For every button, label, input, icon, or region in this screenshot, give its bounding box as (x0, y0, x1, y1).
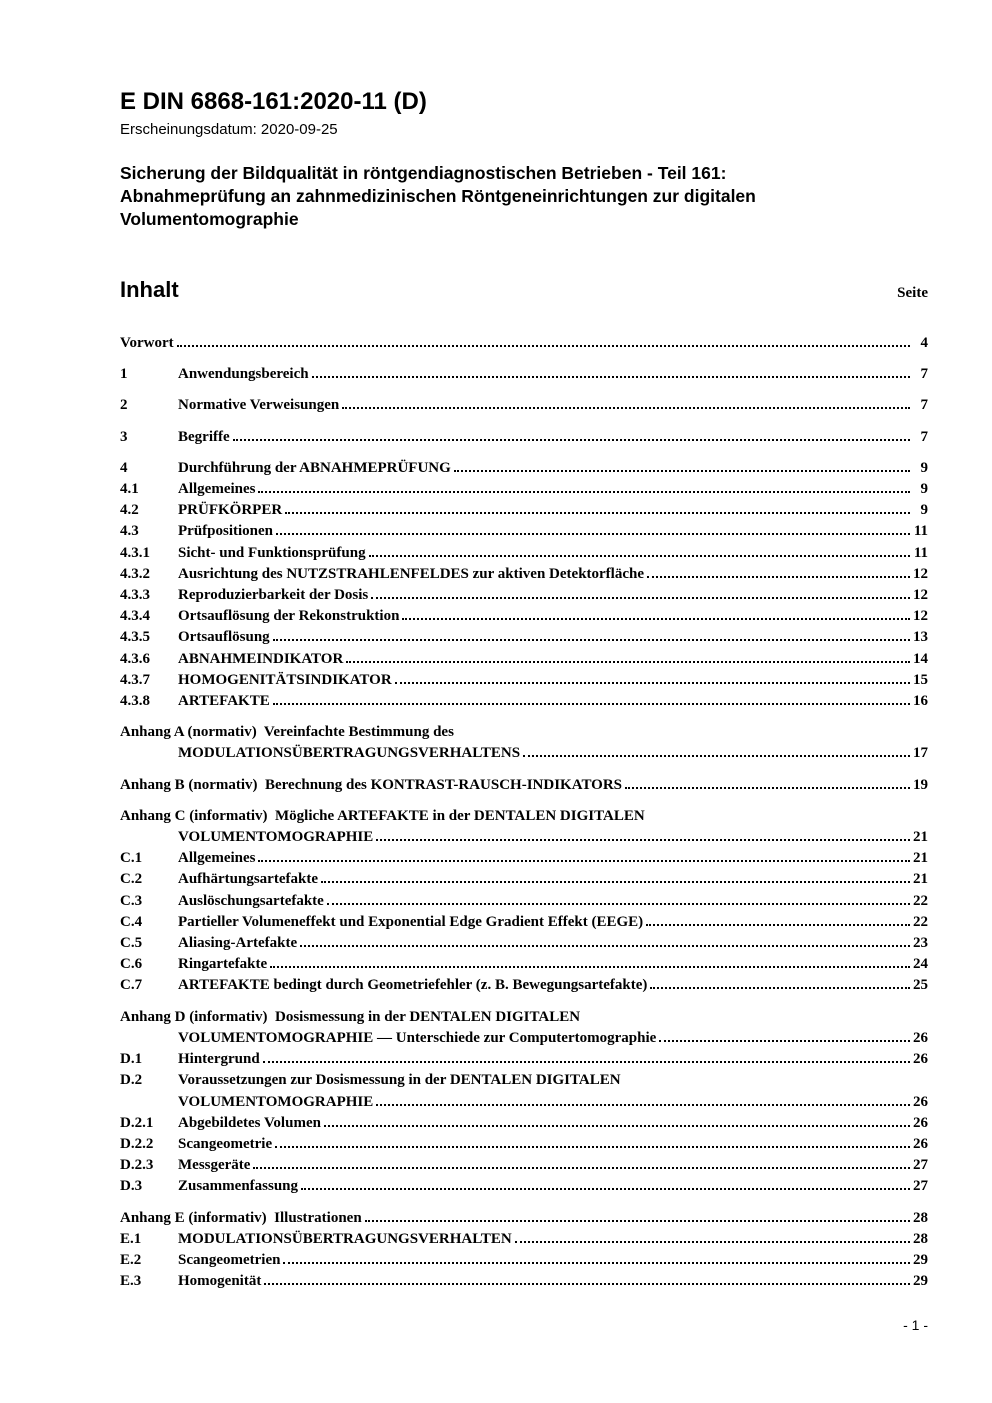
toc-entry-title: Aliasing-Artefakte (178, 935, 298, 952)
toc-entry-line (120, 954, 928, 975)
toc-entry-title: Reproduzierbarkeit der Dosis (178, 587, 369, 604)
dot-leader (454, 470, 910, 472)
toc-entry (120, 564, 928, 585)
toc-entry-title-continuation: VOLUMENTOMOGRAPHIE (178, 829, 374, 846)
toc-entry-number: E.3 (120, 1273, 142, 1290)
page-content (120, 0, 928, 1292)
dot-leader (369, 555, 910, 557)
toc-entry (120, 1007, 928, 1049)
dot-leader (276, 533, 910, 535)
toc-page-number: 29 (913, 1251, 928, 1268)
dot-leader (376, 839, 910, 841)
toc-page-number: 9 (920, 459, 928, 476)
toc-page-number: 26 (913, 1051, 928, 1068)
dot-leader (253, 1167, 910, 1169)
toc-entry (120, 1049, 928, 1070)
toc-page-number: 22 (913, 913, 928, 930)
toc-entry (120, 427, 928, 448)
toc-entry-number: 4.1 (120, 481, 139, 498)
toc-entry (120, 649, 928, 670)
toc-page-number: 12 (913, 587, 928, 604)
dot-leader (301, 1188, 910, 1190)
toc-page-number: 7 (920, 428, 928, 445)
toc-entry (120, 500, 928, 521)
release-date: Erscheinungsdatum: 2020-09-25 (120, 121, 338, 138)
dot-leader (402, 618, 910, 620)
toc-entry (120, 975, 928, 996)
toc-heading: Inhalt (120, 277, 179, 302)
toc-page-number: 26 (913, 1114, 928, 1131)
toc-entry-title: Sicht- und Funktionsprüfung (178, 544, 366, 561)
dot-leader (625, 787, 910, 789)
dot-leader (342, 407, 910, 409)
toc-page-number: 17 (913, 745, 928, 762)
toc-entry-title-continuation: MODULATIONSÜBERTRAGUNGSVERHALTENS (178, 745, 521, 762)
toc-entry-number: C.2 (120, 871, 143, 888)
toc-entry-line (120, 1113, 928, 1134)
toc-page-number: 26 (913, 1135, 928, 1152)
dot-leader (327, 903, 910, 905)
toc-entry (120, 1155, 928, 1176)
toc-entry-title-continuation: VOLUMENTOMOGRAPHIE — Unterschiede zur Computertomographie (178, 1029, 657, 1046)
toc-entry (120, 954, 928, 975)
toc-entry-line (120, 479, 928, 500)
toc-entry (120, 891, 928, 912)
toc-page-number: 28 (913, 1209, 928, 1226)
toc-page-number: 12 (913, 565, 928, 582)
toc-entry-title: ARTEFAKTE (178, 693, 270, 710)
toc-page-number: 22 (913, 892, 928, 909)
toc-page-number: 21 (913, 871, 928, 888)
toc-entry-line (120, 521, 928, 542)
dot-leader (177, 345, 910, 347)
toc-page-number: 26 (913, 1029, 928, 1046)
dot-leader (321, 881, 910, 883)
toc-entry-number: 1 (120, 366, 128, 383)
toc-page-number: 11 (913, 544, 928, 561)
toc-entry-number: 4 (120, 459, 128, 476)
dot-leader (659, 1040, 910, 1042)
toc-entry-line (120, 1134, 928, 1155)
dot-leader (273, 639, 910, 641)
dot-leader (515, 1241, 910, 1243)
dot-leader (646, 924, 910, 926)
toc-entry (120, 1208, 928, 1229)
dot-leader (273, 703, 910, 705)
toc-page-number: 28 (913, 1230, 928, 1247)
toc-entry-number: E.1 (120, 1230, 142, 1247)
document-number: E DIN 6868-161:2020-11 (D) (120, 88, 427, 115)
toc-entry-number: 3 (120, 428, 128, 445)
toc-entry-line (120, 627, 928, 648)
toc-entry (120, 848, 928, 869)
toc-entry-title: Anhang D (informativ) Dosismessung in der DENTALEN DIGITALEN (120, 1008, 581, 1025)
toc-entry-line (120, 427, 928, 448)
toc-entry-title: Abgebildetes Volumen (178, 1114, 321, 1131)
toc-entry (120, 543, 928, 564)
dot-leader (371, 597, 910, 599)
toc-entry-number: 2 (120, 397, 128, 414)
toc-entry-line (120, 670, 928, 691)
toc-entry (120, 1229, 928, 1250)
toc-entry-line (120, 891, 928, 912)
toc-page-number: 14 (913, 650, 928, 667)
toc-entry-line (120, 1229, 928, 1250)
toc-entry (120, 1176, 928, 1197)
dot-leader (258, 491, 910, 493)
page-number-footer: - 1 - (903, 1317, 928, 1333)
toc-entry-number: D.2.3 (120, 1157, 154, 1174)
toc-page-number: 15 (913, 671, 928, 688)
toc-page-number: 9 (920, 481, 928, 498)
toc-entry-title: PRÜFKÖRPER (178, 502, 283, 519)
toc-page-number: 27 (913, 1178, 928, 1195)
toc-entry-line (120, 912, 928, 933)
dot-leader (324, 1125, 910, 1127)
toc-entry-title: ABNAHMEINDIKATOR (178, 650, 344, 667)
toc-entry-line (120, 585, 928, 606)
toc-entry-title: Partieller Volumeneffekt und Exponential Edge Gradient Effekt (EEGE) (178, 913, 644, 930)
toc-entry-line (120, 458, 928, 479)
document-title: Sicherung der Bildqualität in röntgendiagnostischen Betrieben - Teil 161: Abnahmeprüfung an zahnmedizinischen Röntgeneinrichtungen zur digitalen Volumentomographie (120, 163, 756, 229)
toc-entry-number: 4.3.2 (120, 565, 150, 582)
toc-page-number: 21 (913, 829, 928, 846)
toc-entry-title: Scangeometrie (178, 1135, 273, 1152)
toc-entry (120, 333, 928, 354)
dot-leader (647, 576, 910, 578)
toc-entry-line (120, 1250, 928, 1271)
toc-entry-number: D.3 (120, 1178, 143, 1195)
toc-entry-number: D.1 (120, 1051, 143, 1068)
dot-leader (365, 1220, 910, 1222)
toc-entry-number: C.1 (120, 850, 143, 867)
toc-entry-number: 4.3.6 (120, 650, 150, 667)
toc-entry-title: Voraussetzungen zur Dosismessung in der DENTALEN DIGITALEN (178, 1072, 621, 1089)
toc-entry-number: C.3 (120, 892, 143, 909)
toc-entry-number: C.6 (120, 956, 143, 973)
toc-entry-title: Prüfpositionen (178, 523, 274, 540)
toc-entry-line (120, 975, 928, 996)
dot-leader (283, 1262, 910, 1264)
toc-entry-number: C.5 (120, 935, 143, 952)
toc-entry (120, 775, 928, 796)
toc-entry-number: D.2 (120, 1072, 143, 1089)
toc-entry-title: Scangeometrien (178, 1251, 281, 1268)
toc-entry-line (120, 691, 928, 712)
toc-entry-title: Auslöschungsartefakte (178, 892, 324, 909)
toc-entry (120, 1250, 928, 1271)
toc-entry-line (120, 564, 928, 585)
toc-entry-title: Ortsauflösung der Rekonstruktion (178, 608, 400, 625)
dot-leader (285, 512, 910, 514)
toc-header-row (120, 277, 928, 303)
toc-entry-number: 4.3 (120, 523, 139, 540)
toc-page-number: 4 (920, 335, 928, 351)
toc-entry (120, 585, 928, 606)
dot-leader (346, 661, 910, 663)
toc-entry-line (120, 333, 928, 354)
dot-leader (275, 1146, 910, 1148)
toc-entry-number: 4.3.8 (120, 693, 150, 710)
toc-page-column-label: Seite (897, 285, 928, 301)
toc-entry (120, 670, 928, 691)
toc-page-number: 11 (913, 523, 928, 540)
toc-entry-title: HOMOGENITÄTSINDIKATOR (178, 671, 392, 688)
dot-leader (263, 1061, 910, 1063)
toc-entry (120, 806, 928, 848)
toc-entry-number: 4.3.4 (120, 608, 150, 625)
toc-entry-line (120, 743, 928, 764)
toc-page-number: 24 (913, 956, 928, 973)
toc-entry-title: Ringartefakte (178, 956, 268, 973)
dot-leader (650, 987, 910, 989)
toc-entry-number: 4.3.3 (120, 587, 150, 604)
toc-entry (120, 691, 928, 712)
toc-entry-line (120, 1155, 928, 1176)
dot-leader (376, 1104, 910, 1106)
dot-leader (264, 1283, 910, 1285)
toc-entry-title: ARTEFAKTE bedingt durch Geometriefehler (z. B. Bewegungsartefakte) (178, 977, 648, 994)
toc-page-number: 7 (920, 397, 928, 414)
toc-entry-line (120, 543, 928, 564)
toc-entry-title: Homogenität (178, 1273, 262, 1290)
toc-page-number: 29 (913, 1273, 928, 1290)
toc-entry-line (120, 606, 928, 627)
toc-entry-line (120, 500, 928, 521)
toc-entry-line (120, 1176, 928, 1197)
toc-entry-number: 4.3.5 (120, 629, 150, 646)
toc-entry-title: Zusammenfassung (178, 1178, 299, 1195)
dot-leader (395, 682, 910, 684)
toc-entry-title: Allgemeines (178, 481, 256, 498)
dot-leader (300, 945, 910, 947)
toc-entry (120, 722, 928, 764)
toc-entry-line (120, 848, 928, 869)
toc-entry-title: Anhang E (informativ) Illustrationen (120, 1209, 362, 1226)
dot-leader (312, 376, 910, 378)
toc-entry-line (120, 1070, 928, 1091)
toc-entry (120, 364, 928, 385)
toc-list (120, 333, 928, 1292)
dot-leader (233, 439, 910, 441)
toc-entry-line (120, 933, 928, 954)
toc-entry-line (120, 1208, 928, 1229)
toc-entry-title: Durchführung der ABNAHMEPRÜFUNG (178, 459, 451, 476)
toc-page-number: 12 (913, 608, 928, 625)
toc-page-number: 23 (913, 935, 928, 952)
toc-page-number: 27 (913, 1157, 928, 1174)
toc-entry-line (120, 869, 928, 890)
toc-entry-title: Anhang B (normativ) Berechnung des KONTRAST-RAUSCH-INDIKATORS (120, 776, 623, 793)
toc-entry-title: Anwendungsbereich (178, 366, 309, 383)
toc-entry-title: Normative Verweisungen (178, 397, 340, 414)
dot-leader (258, 860, 910, 862)
toc-entry-number: 4.2 (120, 502, 139, 519)
toc-entry-line (120, 722, 928, 743)
toc-entry-line (120, 1028, 928, 1049)
toc-entry-line (120, 1271, 928, 1292)
toc-entry-title: Ortsauflösung (178, 629, 270, 646)
toc-entry (120, 627, 928, 648)
toc-entry (120, 1134, 928, 1155)
toc-page-number: 9 (920, 502, 928, 519)
toc-page-number: 16 (913, 693, 928, 710)
toc-entry-title: Hintergrund (178, 1051, 260, 1068)
toc-entry (120, 479, 928, 500)
toc-entry-title: Ausrichtung des NUTZSTRAHLENFELDES zur aktiven Detektorfläche (178, 565, 645, 582)
toc-entry (120, 521, 928, 542)
dot-leader (270, 966, 910, 968)
toc-page-number: 13 (913, 629, 928, 646)
toc-entry-title: Aufhärtungsartefakte (178, 871, 318, 888)
toc-entry (120, 1113, 928, 1134)
dot-leader (523, 755, 910, 757)
toc-entry-line (120, 1092, 928, 1113)
toc-entry-line (120, 364, 928, 385)
toc-entry-number: 4.3.7 (120, 671, 150, 688)
toc-entry-title-continuation: VOLUMENTOMOGRAPHIE (178, 1093, 374, 1110)
toc-entry-line (120, 775, 928, 796)
toc-entry-line (120, 827, 928, 848)
toc-page-number: 26 (913, 1093, 928, 1110)
toc-entry-title: Vorwort (120, 335, 174, 351)
toc-entry-line (120, 1049, 928, 1070)
toc-entry-title: Begriffe (178, 428, 230, 445)
toc-entry (120, 869, 928, 890)
toc-page-number: 21 (913, 850, 928, 867)
toc-entry-number: 4.3.1 (120, 544, 150, 561)
toc-entry-title: Anhang A (normativ) Vereinfachte Bestimmung des (120, 724, 454, 741)
toc-entry-number: D.2.2 (120, 1135, 154, 1152)
toc-entry-title: Allgemeines (178, 850, 256, 867)
toc-entry-title: Messgeräte (178, 1157, 251, 1174)
toc-entry-number: C.7 (120, 977, 143, 994)
toc-entry (120, 1271, 928, 1292)
toc-entry-number: C.4 (120, 913, 143, 930)
toc-page-number: 7 (920, 366, 928, 383)
toc-entry (120, 458, 928, 479)
toc-entry-title: MODULATIONSÜBERTRAGUNGSVERHALTEN (178, 1230, 512, 1247)
toc-entry-number: E.2 (120, 1251, 142, 1268)
toc-entry-line (120, 649, 928, 670)
toc-entry-title: Anhang C (informativ) Mögliche ARTEFAKTE in der DENTALEN DIGITALEN (120, 807, 645, 824)
toc-entry (120, 1070, 928, 1112)
toc-entry-line (120, 806, 928, 827)
toc-entry (120, 933, 928, 954)
toc-entry (120, 395, 928, 416)
toc-page-number: 19 (913, 776, 928, 793)
toc-entry (120, 606, 928, 627)
toc-entry-number: D.2.1 (120, 1114, 154, 1131)
toc-entry-line (120, 395, 928, 416)
toc-entry-line (120, 1007, 928, 1028)
toc-entry (120, 912, 928, 933)
toc-page-number: 25 (913, 977, 928, 994)
